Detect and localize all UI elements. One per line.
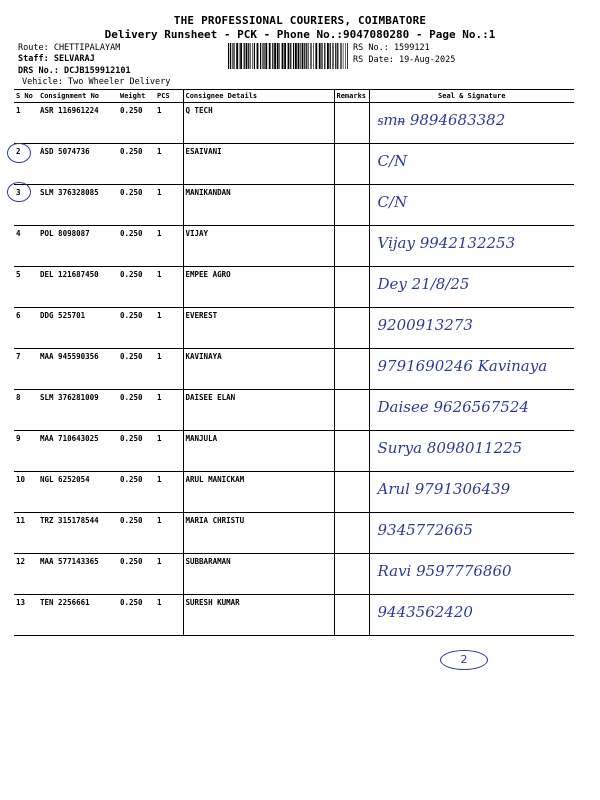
cell-pcs: 1 [155, 185, 183, 226]
table-row [14, 226, 574, 267]
handwritten-signature: 9200913273 [377, 316, 473, 334]
cell-weight: 0.250 [118, 103, 155, 144]
cell-remarks [334, 513, 369, 554]
cell-sno: 7 [14, 349, 38, 390]
cell-weight: 0.250 [118, 390, 155, 431]
handwritten-signature: 9791690246 Kavinaya [377, 357, 548, 375]
cell-consignment: ASR 116961224 [38, 103, 118, 144]
cell-remarks [334, 226, 369, 267]
cell-pcs: 1 [155, 226, 183, 267]
column-header: S No [14, 90, 38, 103]
rs-date: RS Date: 19-Aug-2025 [353, 55, 456, 65]
cell-signature [369, 595, 574, 636]
cell-pcs: 1 [155, 431, 183, 472]
cell-remarks [334, 431, 369, 472]
cell-remarks [334, 595, 369, 636]
cell-signature [369, 472, 574, 513]
cell-signature [369, 267, 574, 308]
cell-remarks [334, 267, 369, 308]
cell-remarks [334, 185, 369, 226]
cell-signature [369, 226, 574, 267]
cell-consignment: NGL 6252054 [38, 472, 118, 513]
cell-weight: 0.250 [118, 308, 155, 349]
table-row [14, 308, 574, 349]
table-row [14, 349, 574, 390]
cell-sno: 4 [14, 226, 38, 267]
handwritten-signature: C/N [377, 152, 408, 170]
handwritten-signature: Dey 21/8/25 [377, 275, 470, 293]
cell-sno: 13 [14, 595, 38, 636]
cell-consignment: ASD 5074736 [38, 144, 118, 185]
cell-sno: 9 [14, 431, 38, 472]
table-row [14, 472, 574, 513]
runsheet-subtitle: Delivery Runsheet - PCK - Phone No.:9047080280 - Page No.:1 [104, 28, 496, 41]
handwritten-signature: Arul 9791306439 [377, 480, 511, 498]
runsheet-table [14, 89, 574, 636]
cell-pcs: 1 [155, 267, 183, 308]
cell-consignee: MANJULA [183, 431, 334, 472]
cell-pcs: 1 [155, 554, 183, 595]
cell-weight: 0.250 [118, 267, 155, 308]
cell-remarks [334, 144, 369, 185]
cell-consignment: POL 8098087 [38, 226, 118, 267]
cell-weight: 0.250 [118, 472, 155, 513]
cell-consignee: SURESH KUMAR [183, 595, 334, 636]
staff-label: Staff: SELVARAJ [18, 54, 95, 64]
cell-consignee: SUBBARAMAN [183, 554, 334, 595]
cell-consignee: EMPEE AGRO [183, 267, 334, 308]
cell-pcs: 1 [155, 308, 183, 349]
cell-sno: 11 [14, 513, 38, 554]
handwritten-signature: Daisee 9626567524 [377, 398, 529, 416]
cell-sno: 5 [14, 267, 38, 308]
handwritten-circle [7, 182, 31, 202]
cell-remarks [334, 308, 369, 349]
cell-sno: 3 [14, 185, 38, 226]
cell-consignment: SLM 376281009 [38, 390, 118, 431]
cell-consignee: MANIKANDAN [183, 185, 334, 226]
cell-sno: 8 [14, 390, 38, 431]
cell-signature [369, 431, 574, 472]
handwritten-signature: Vijay 9942132253 [377, 234, 516, 252]
table-row [14, 390, 574, 431]
cell-consignment: TRZ 315178544 [38, 513, 118, 554]
table-row [14, 513, 574, 554]
cell-signature [369, 513, 574, 554]
cell-remarks [334, 390, 369, 431]
cell-consignee: EVEREST [183, 308, 334, 349]
column-header: Seal & Signature [369, 90, 574, 103]
handwritten-signature: 9443562420 [377, 603, 473, 621]
cell-signature [369, 308, 574, 349]
cell-signature [369, 185, 574, 226]
cell-consignee: MARIA CHRISTU [183, 513, 334, 554]
cell-signature [369, 144, 574, 185]
cell-consignee: VIJAY [183, 226, 334, 267]
cell-pcs: 1 [155, 103, 183, 144]
cell-pcs: 1 [155, 349, 183, 390]
cell-consignee: DAISEE ELAN [183, 390, 334, 431]
cell-weight: 0.250 [118, 431, 155, 472]
cell-consignment: DDG 525701 [38, 308, 118, 349]
barcode-icon [228, 43, 348, 69]
cell-pcs: 1 [155, 144, 183, 185]
cell-signature [369, 103, 574, 144]
handwritten-signature: C/N [377, 193, 408, 211]
cell-signature [369, 390, 574, 431]
company-title: THE PROFESSIONAL COURIERS, COIMBATORE [173, 14, 427, 27]
cell-consignee: ESAIVANI [183, 144, 334, 185]
cell-pcs: 1 [155, 390, 183, 431]
rs-number: RS No.: 1599121 [353, 43, 430, 53]
cell-pcs: 1 [155, 472, 183, 513]
column-header: Consignee Details [183, 90, 334, 103]
table-row [14, 144, 574, 185]
cell-remarks [334, 472, 369, 513]
cell-weight: 0.250 [118, 349, 155, 390]
table-row [14, 103, 574, 144]
cell-weight: 0.250 [118, 595, 155, 636]
cell-sno: 12 [14, 554, 38, 595]
cell-pcs: 1 [155, 595, 183, 636]
table-row [14, 554, 574, 595]
cell-consignment: MAA 945590356 [38, 349, 118, 390]
handwritten-signature: 9345772665 [377, 521, 473, 539]
cell-pcs: 1 [155, 513, 183, 554]
column-header: PCS [155, 90, 183, 103]
cell-sno: 1 [14, 103, 38, 144]
page-mark: 2 [440, 650, 488, 670]
table-row [14, 431, 574, 472]
cell-signature [369, 349, 574, 390]
cell-remarks [334, 349, 369, 390]
cell-weight: 0.250 [118, 554, 155, 595]
cell-sno: 2 [14, 144, 38, 185]
cell-consignee: ARUL MANICKAM [183, 472, 334, 513]
cell-consignment: TEN 2256661 [38, 595, 118, 636]
table-row [14, 267, 574, 308]
cell-consignment: MAA 577143365 [38, 554, 118, 595]
route-label: Route: CHETTIPALAYAM [18, 43, 121, 53]
cell-sno: 10 [14, 472, 38, 513]
handwritten-signature: Ravi 9597776860 [377, 562, 512, 580]
table-header-row [14, 90, 574, 103]
column-header: Weight [118, 90, 155, 103]
cell-consignment: SLM 376328085 [38, 185, 118, 226]
cell-weight: 0.250 [118, 144, 155, 185]
cell-consignee: Q TECH [183, 103, 334, 144]
cell-signature [369, 554, 574, 595]
cell-remarks [334, 554, 369, 595]
cell-consignment: MAA 710643025 [38, 431, 118, 472]
cell-consignee: KAVINAYA [183, 349, 334, 390]
cell-weight: 0.250 [118, 226, 155, 267]
table-row [14, 595, 574, 636]
handwritten-circle [7, 143, 31, 163]
drs-number: DRS No.: DCJB159912101 [18, 66, 131, 76]
handwritten-signature: Surya 8098011225 [377, 439, 523, 457]
cell-consignment: DEL 121687450 [38, 267, 118, 308]
handwritten-signature: ᵴmᵰ 9894683382 [377, 111, 506, 129]
vehicle-label: Vehicle: Two Wheeler Delivery [22, 77, 171, 87]
table-row [14, 185, 574, 226]
cell-remarks [334, 103, 369, 144]
column-header: Consignment No [38, 90, 118, 103]
cell-weight: 0.250 [118, 513, 155, 554]
column-header: Remarks [334, 90, 369, 103]
cell-sno: 6 [14, 308, 38, 349]
cell-weight: 0.250 [118, 185, 155, 226]
